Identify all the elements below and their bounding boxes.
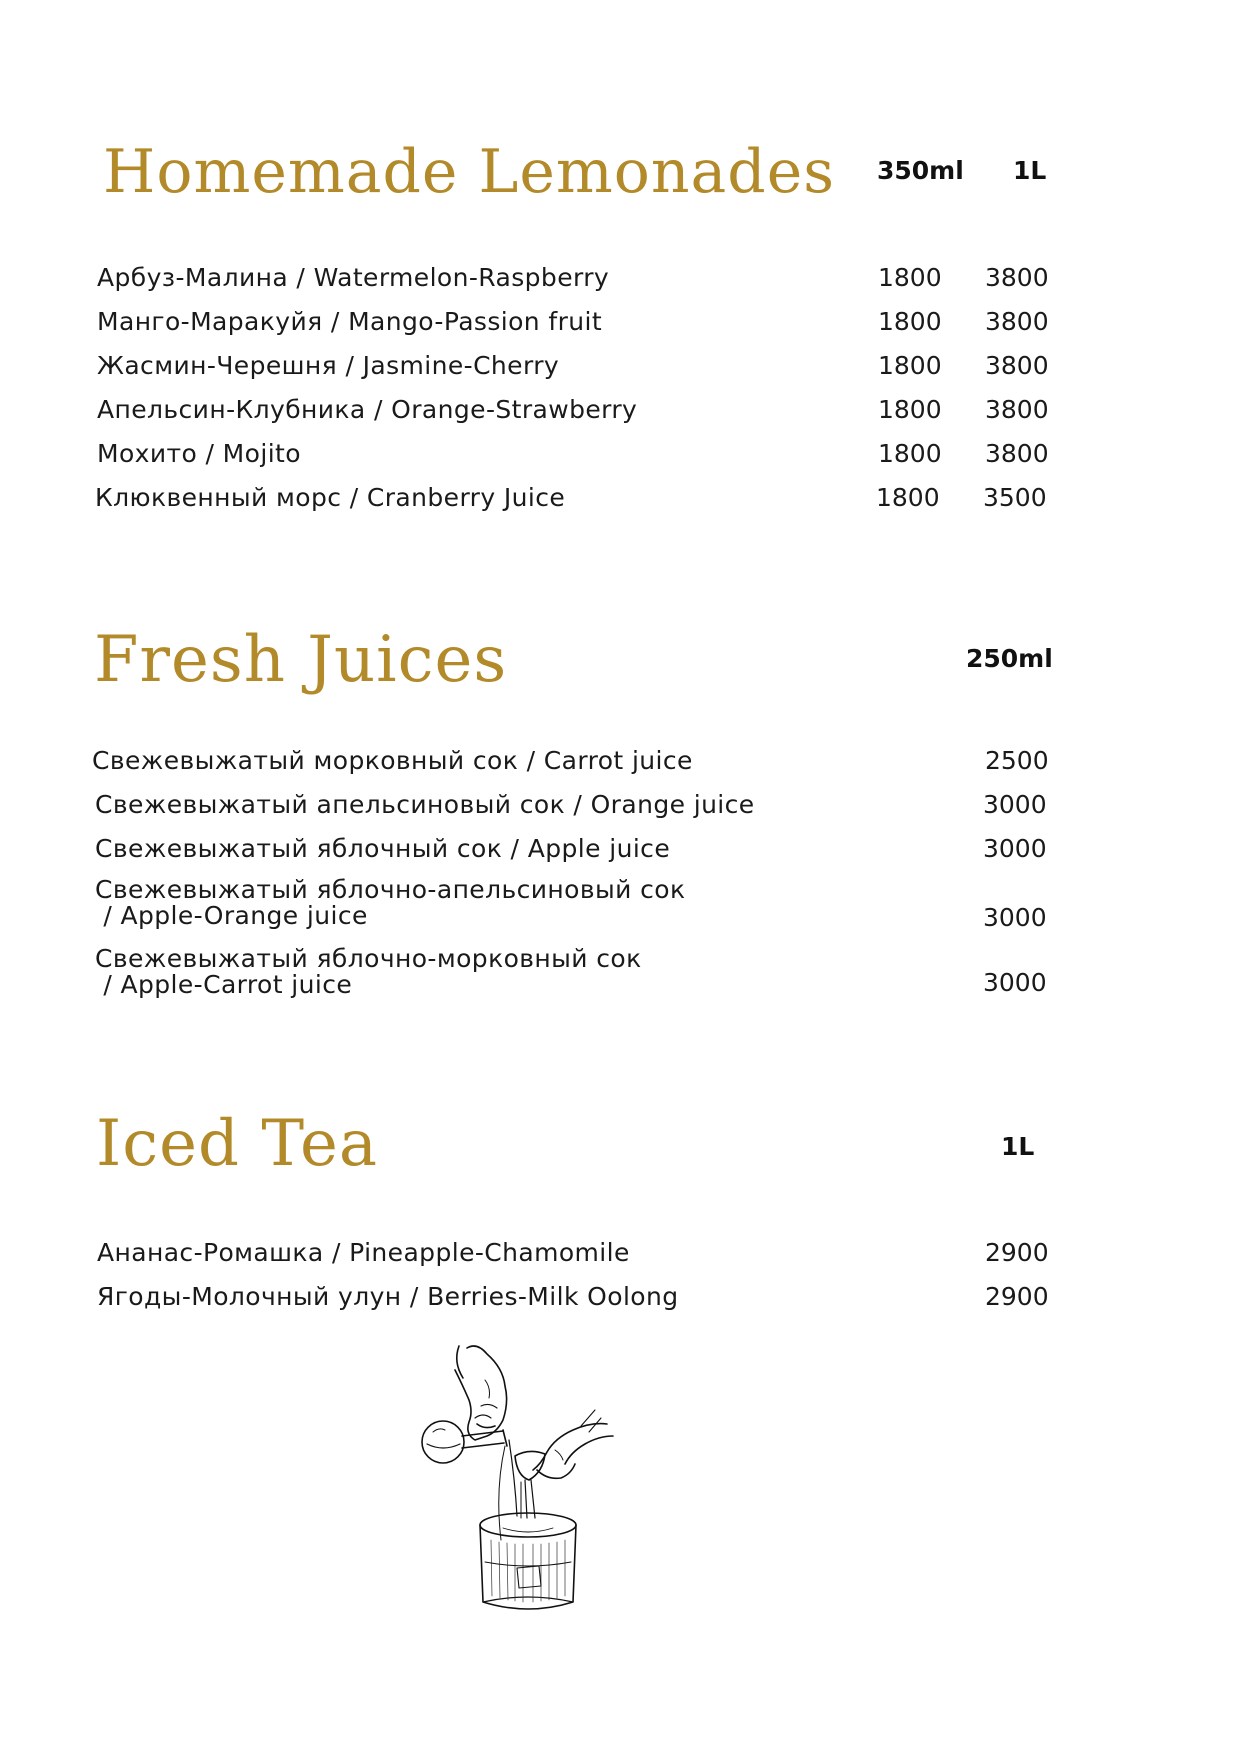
pouring-drink-sketch-icon xyxy=(405,1340,625,1620)
price: 2900 xyxy=(985,1282,1049,1311)
list-item: Ягоды-Молочный улун / Berries-Milk Oolong xyxy=(97,1282,679,1311)
list-item: Свежевыжатый морковный сок / Carrot juice xyxy=(92,746,693,775)
price: 3000 xyxy=(983,903,1047,932)
lemonades-size-1l: 1L xyxy=(1013,156,1047,185)
price-350ml: 1800 xyxy=(878,395,942,424)
list-item: Ананас-Ромашка / Pineapple-Chamomile xyxy=(97,1238,630,1267)
price: 2500 xyxy=(985,746,1049,775)
price-1l: 3800 xyxy=(985,395,1049,424)
price-1l: 3800 xyxy=(985,307,1049,336)
list-item: Свежевыжатый яблочный сок / Apple juice xyxy=(95,834,671,863)
juices-size-250ml: 250ml xyxy=(966,644,1053,673)
lemonades-size-350ml: 350ml xyxy=(877,156,964,185)
list-item: Клюквенный морс / Cranberry Juice xyxy=(95,483,566,512)
list-item-line-1: Свежевыжатый яблочно-морковный сок xyxy=(95,944,642,973)
list-item: Манго-Маракуйя / Mango-Passion fruit xyxy=(97,307,603,336)
list-item-line-1: Свежевыжатый яблочно-апельсиновый сок xyxy=(95,875,686,904)
price-350ml: 1800 xyxy=(878,307,942,336)
list-item-line-2: / Apple-Carrot juice xyxy=(95,970,353,999)
list-item: Жасмин-Черешня / Jasmine-Cherry xyxy=(97,351,560,380)
list-item: Арбуз-Малина / Watermelon-Raspberry xyxy=(97,263,610,292)
price: 2900 xyxy=(985,1238,1049,1267)
list-item xyxy=(95,946,642,998)
juices-heading: Fresh Juices xyxy=(94,623,508,697)
iced-tea-size-1l: 1L xyxy=(1001,1132,1035,1161)
iced-tea-heading: Iced Tea xyxy=(96,1107,379,1181)
price-1l: 3800 xyxy=(985,351,1049,380)
price: 3000 xyxy=(983,834,1047,863)
price-350ml: 1800 xyxy=(878,263,942,292)
price: 3000 xyxy=(983,790,1047,819)
price-350ml: 1800 xyxy=(876,483,940,512)
price-350ml: 1800 xyxy=(878,351,942,380)
price: 3000 xyxy=(983,968,1047,997)
list-item: Мохито / Mojito xyxy=(97,439,301,468)
price-1l: 3800 xyxy=(985,439,1049,468)
list-item-line-2: / Apple-Orange juice xyxy=(95,901,368,930)
list-item xyxy=(95,877,685,929)
lemonades-heading: Homemade Lemonades xyxy=(103,137,835,207)
price-1l: 3800 xyxy=(985,263,1049,292)
price-350ml: 1800 xyxy=(878,439,942,468)
list-item: Свежевыжатый апельсиновый сок / Orange juice xyxy=(95,790,755,819)
price-1l: 3500 xyxy=(983,483,1047,512)
list-item: Апельсин-Клубника / Orange-Strawberry xyxy=(97,395,638,424)
